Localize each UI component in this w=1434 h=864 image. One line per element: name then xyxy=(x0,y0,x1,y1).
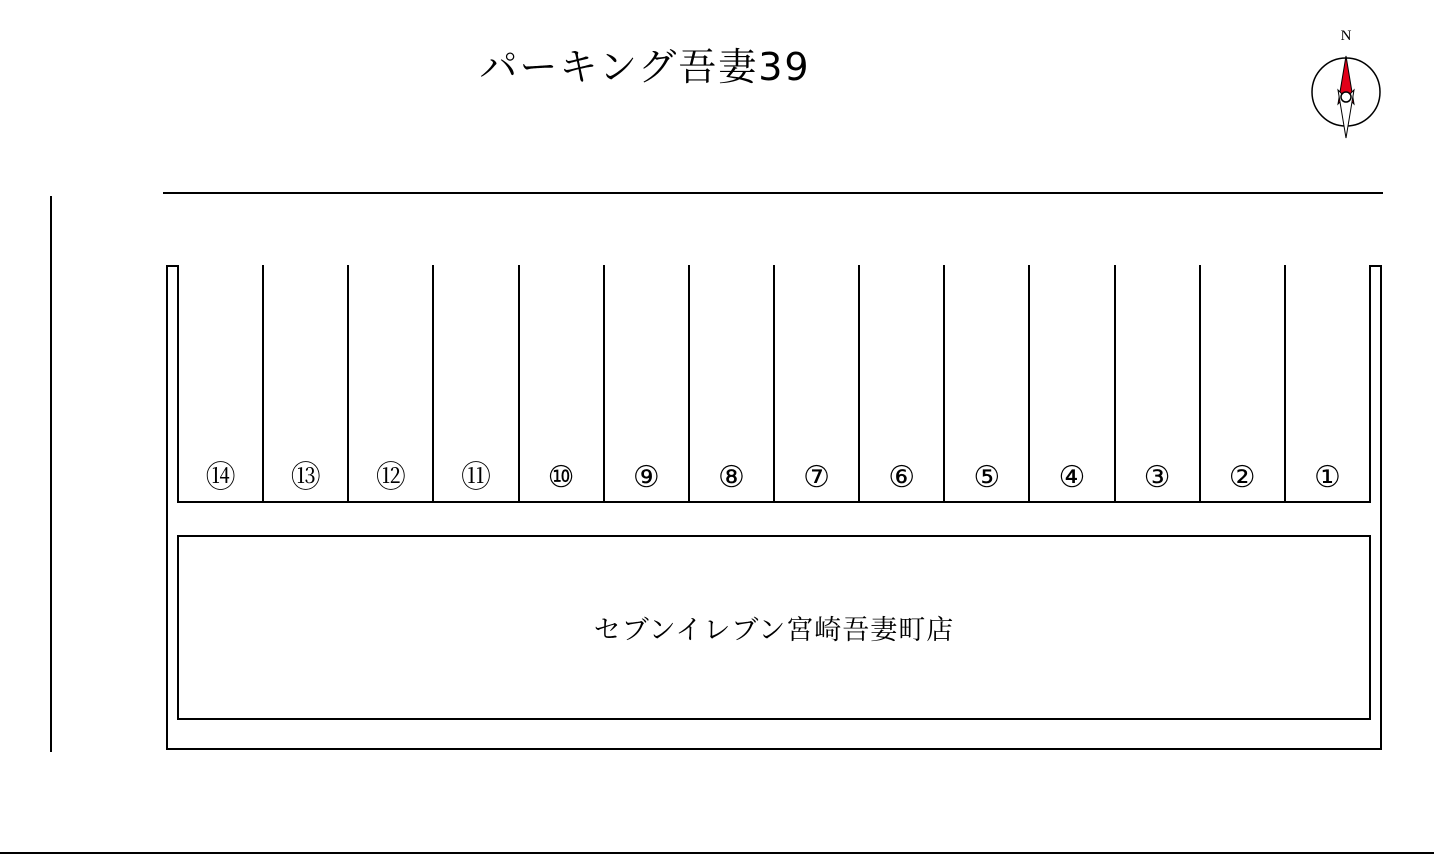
parking-stall-label: ⑤ xyxy=(973,460,1001,495)
building-store-label: セブンイレブン宮崎吾妻町店 xyxy=(593,615,955,646)
parking-stall-row xyxy=(177,265,1371,503)
building-store xyxy=(177,535,1371,720)
parking-stall[interactable] xyxy=(1028,265,1115,503)
parking-stall-label: ⑦ xyxy=(803,460,830,495)
parking-stall-label: ② xyxy=(1228,460,1256,495)
parking-stall-label: ⑪ xyxy=(460,460,491,495)
road-line-top xyxy=(163,192,1383,194)
parking-stall-label: ③ xyxy=(1143,460,1171,495)
parking-stall[interactable] xyxy=(518,265,605,503)
parking-stall-label: ④ xyxy=(1058,460,1086,495)
parking-stall-label: ① xyxy=(1313,460,1341,495)
parking-stall-label: ⑫ xyxy=(375,460,406,495)
parking-stall-label: ⑭ xyxy=(205,460,236,495)
parking-stall[interactable] xyxy=(858,265,945,503)
parking-stall-label: ⑥ xyxy=(888,460,916,495)
parking-stall[interactable] xyxy=(688,265,775,503)
compass-north-label: N xyxy=(1340,28,1352,44)
parking-stall[interactable] xyxy=(943,265,1030,503)
parking-stall-label: ⑬ xyxy=(290,460,321,495)
parking-stall[interactable] xyxy=(177,265,264,503)
parking-stall[interactable] xyxy=(1199,265,1286,503)
parking-stall[interactable] xyxy=(347,265,434,503)
parking-stall[interactable] xyxy=(773,265,860,503)
page-title: パーキング吾妻39 xyxy=(479,45,811,89)
parking-stall[interactable] xyxy=(603,265,690,503)
parking-stall-label: ⑩ xyxy=(547,460,575,495)
compass-rose xyxy=(1306,28,1386,148)
road-line-left xyxy=(50,196,52,752)
parking-stall[interactable] xyxy=(432,265,519,503)
page-bottom-rule xyxy=(0,852,1434,854)
parking-stall[interactable] xyxy=(1284,265,1371,503)
compass-icon xyxy=(1306,42,1386,148)
parking-stall[interactable] xyxy=(262,265,349,503)
parking-stall[interactable] xyxy=(1114,265,1201,503)
parking-stall-label: ⑧ xyxy=(717,460,745,495)
parking-stall-label: ⑨ xyxy=(632,460,660,495)
